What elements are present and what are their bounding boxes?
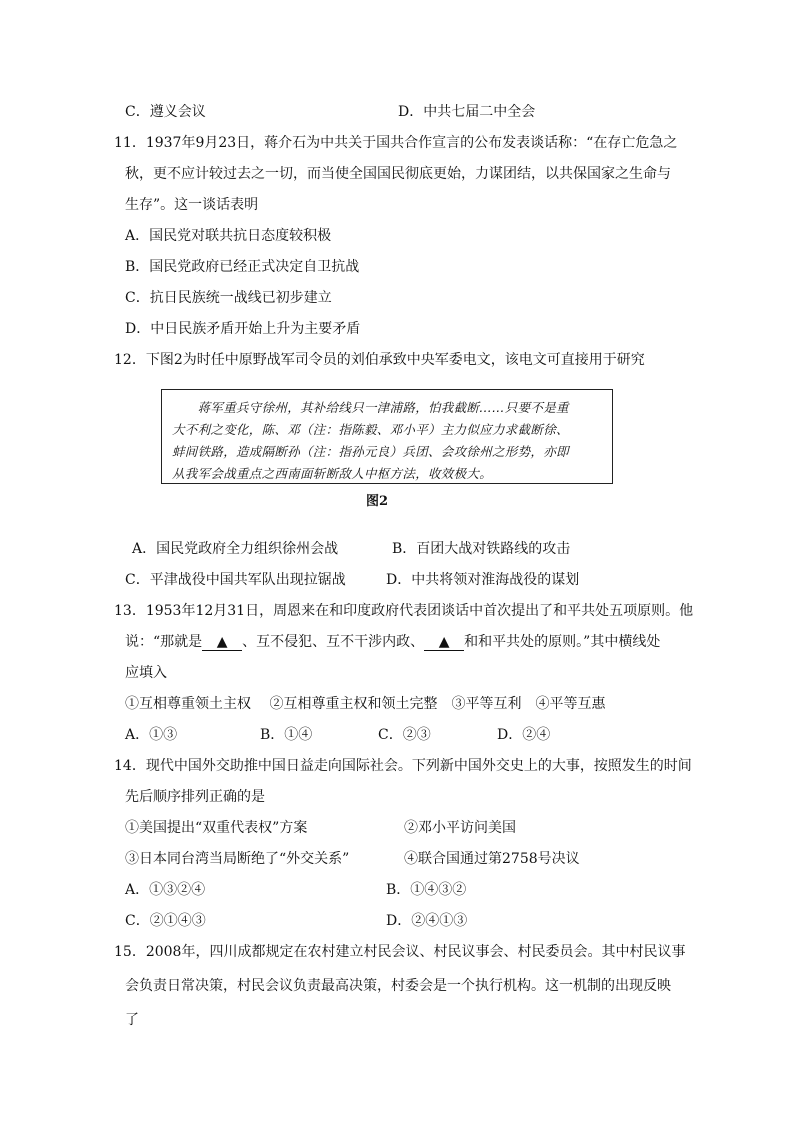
q13-stem-line1: 13．1953年12月31日，周恩来在和印度政府代表团谈话中首次提出了和平共处五项原则。他 (114, 603, 694, 619)
q12-option-d: D．中共将领对淮海战役的谋划 (386, 572, 580, 588)
q14-stem-line1: 14．现代中国外交助推中国日益走向国际社会。下列新中国外交史上的大事，按照发生的时间 (114, 758, 692, 774)
q14-option-c: C．②①④③ (125, 913, 206, 929)
q14-option-d: D．②④①③ (386, 913, 468, 929)
q14-option-a: A．①③②④ (125, 882, 206, 898)
q13-blank-2: ▲ (424, 634, 464, 651)
q12-option-c: C．平津战役中国共军队出现拉锯战 (125, 572, 346, 588)
q11-option-a: A．国民党对联共抗日态度较积极 (125, 228, 332, 244)
q13-stem-line3: 应填入 (125, 665, 167, 681)
q13-option-a: A．①③ (125, 727, 178, 743)
figure-caption: 图2 (366, 494, 389, 509)
q12-option-b: B．百团大战对铁路线的攻击 (392, 541, 571, 557)
q13-stem-line2 (125, 632, 660, 652)
q15-stem-line3: 了 (125, 1012, 139, 1028)
q11-option-c: C．抗日民族统一战线已初步建立 (125, 290, 332, 306)
q10-option-d: D．中共七届二中全会 (398, 104, 536, 120)
q13-blank-1: ▲ (202, 634, 242, 651)
q13-line2-part-b: 、互不侵犯、互不干涉内政、 (242, 634, 425, 650)
q14-item-4: ④联合国通过第2758号决议 (404, 851, 580, 867)
q13-line2-part-c: 和和平共处的原则。”其中横线处 (464, 634, 661, 650)
q14-item-1: ①美国提出“双重代表权”方案 (125, 820, 308, 836)
q11-option-b: B．国民党政府已经正式决定自卫抗战 (125, 259, 360, 275)
q11-stem-line2: 秋，更不应计较过去之一切，而当使全国国民彻底更始，力谋团结，以共保国家之生命与 (125, 166, 671, 182)
q12-stem: 12．下图2为时任中原野战军司令员的刘伯承致中央军委电文，该电文可直接用于研究 (114, 352, 645, 368)
q14-option-b: B．①④③② (386, 882, 467, 898)
q13-option-d: D．②④ (497, 727, 551, 743)
q11-stem-line3: 生存”。这一谈话表明 (125, 197, 259, 213)
telegram-quote-text: 蒋军重兵守徐州，其补给线只一津浦路，怕我截断……只要不是重 大不利之变化，陈、邓（注：指陈毅、邓小平）主力似应力求截断徐、 蚌间铁路，造成隔断孙（注：指孙元良）兵团、会攻徐州之形势，亦即 从我军会战重点之西南面斩断敌人中枢方法，收效极大。 (172, 400, 569, 481)
q14-stem-line2: 先后顺序排列正确的是 (125, 789, 265, 805)
q11-option-d: D．中日民族矛盾开始上升为主要矛盾 (125, 321, 361, 337)
q14-item-3: ③日本同台湾当局断绝了“外交关系” (125, 851, 350, 867)
q15-stem-line2: 会负责日常决策，村民会议负责最高决策，村委会是一个执行机构。这一机制的出现反映 (125, 978, 671, 994)
q14-item-2: ②邓小平访问美国 (404, 820, 516, 836)
q15-stem-line1: 15．2008年，四川成都规定在农村建立村民会议、村民议事会、村民委员会。其中村民议事 (114, 944, 686, 960)
q13-option-c: C．②③ (378, 727, 431, 743)
q13-line2-part-a: 说：“那就是 (125, 634, 203, 650)
q11-stem-line1: 11．1937年9月23日，蒋介石为中共关于国共合作宣言的公布发表谈话称：“在存亡危急之 (114, 135, 678, 151)
q13-option-b: B．①④ (260, 727, 313, 743)
q13-items: ①互相尊重领土主权 ②互相尊重主权和领土完整 ③平等互利 ④平等互惠 (125, 696, 606, 712)
q12-option-a: A．国民党政府全力组织徐州会战 (132, 541, 339, 557)
q10-option-c: C．遵义会议 (125, 104, 206, 120)
telegram-quote-box (161, 389, 613, 484)
